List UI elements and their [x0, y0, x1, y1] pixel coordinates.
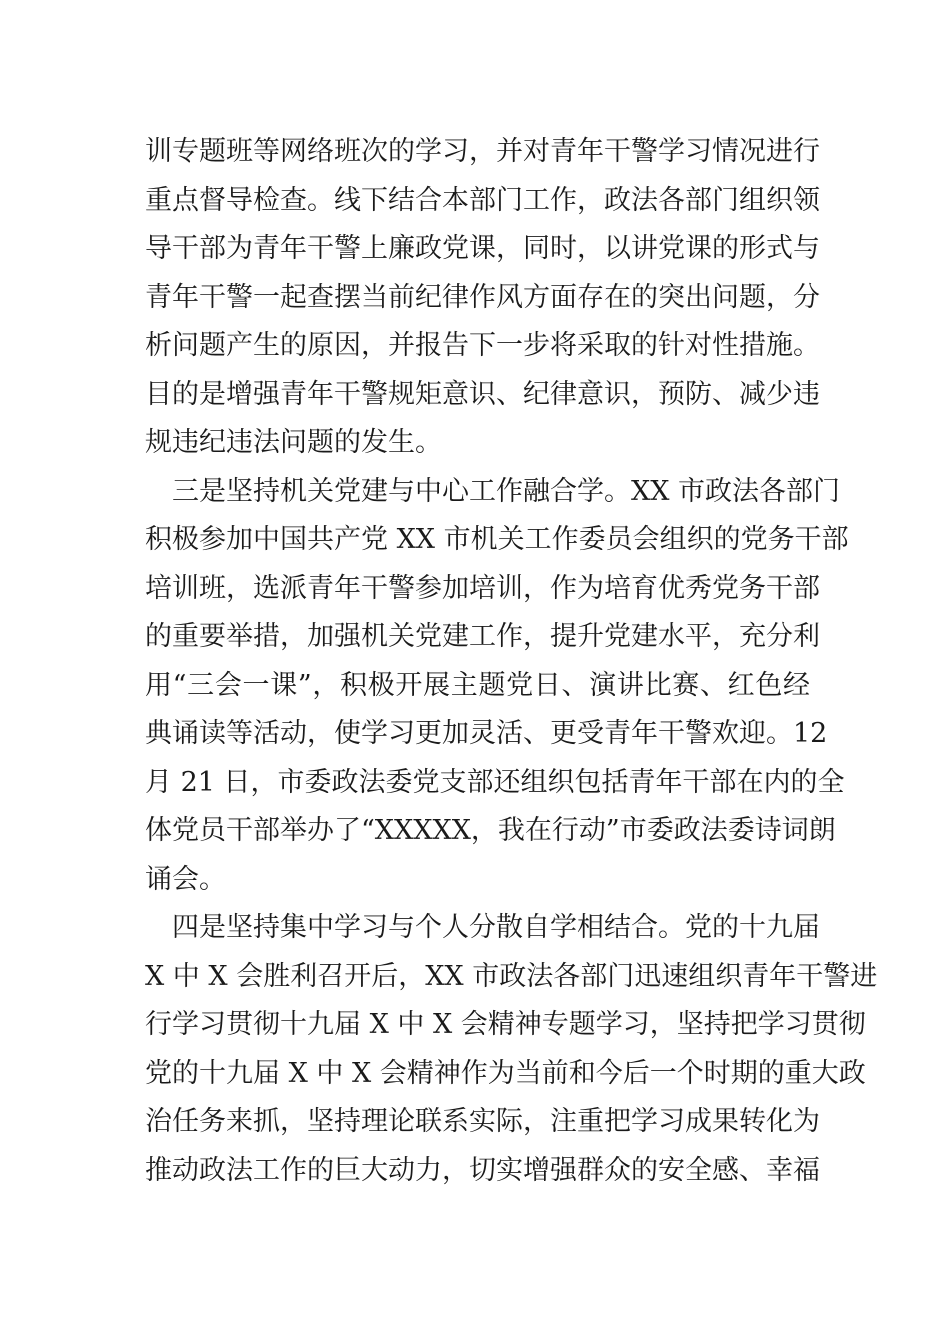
- text-line: 训专题班等网络班次的学习，并对青年干警学习情况进行: [145, 136, 820, 167]
- text-line: 行学习贯彻十九届 X 中 X 会精神专题学习，坚持把学习贯彻: [145, 1009, 866, 1040]
- text-line: 诵会。: [145, 863, 226, 895]
- text-line: 三是坚持机关党建与中心工作融合学。XX 市政法各部门: [145, 475, 841, 507]
- text-line: 的重要举措，加强机关党建工作，提升党建水平，充分利: [145, 621, 820, 652]
- text-line: 青年干警一起查摆当前纪律作风方面存在的突出问题，分: [145, 281, 820, 313]
- text-line: 析问题产生的原因，并报告下一步将采取的针对性措施。: [145, 330, 820, 361]
- text-line: 体党员干部举办了“XXXXX，我在行动”市委政法委诗词朗: [145, 815, 836, 846]
- text-line: 积极参加中国共产党 XX 市机关工作委员会组织的党务干部: [145, 524, 849, 555]
- paragraph-1: [145, 128, 820, 468]
- text-line: X 中 X 会胜利召开后，XX 市政法各部门迅速组织青年干警进: [145, 960, 878, 992]
- text-line: 治任务来抓，坚持理论联系实际，注重把学习成果转化为: [145, 1106, 820, 1137]
- text-line: 党的十九届 X 中 X 会精神作为当前和今后一个时期的重大政: [145, 1057, 866, 1089]
- paragraph-3: [145, 904, 878, 1195]
- text-line: 月 21 日，市委政法委党支部还组织包括青年干部在内的全: [145, 766, 845, 798]
- text-line: 规违纪违法问题的发生。: [145, 427, 442, 458]
- text-line: 典诵读等活动，使学习更加灵活、更受青年干警欢迎。12: [145, 718, 828, 749]
- document-body: [145, 128, 878, 1195]
- text-line: 用“三会一课”，积极开展主题党日、演讲比赛、红色经: [145, 669, 810, 701]
- text-line: 重点督导检查。线下结合本部门工作，政法各部门组织领: [145, 184, 820, 216]
- text-line: 导干部为青年干警上廉政党课，同时，以讲党课的形式与: [145, 233, 820, 264]
- text-line: 培训班，选派青年干警参加培训，作为培育优秀党务干部: [145, 572, 820, 604]
- text-line: 四是坚持集中学习与个人分散自学相结合。党的十九届: [145, 912, 820, 943]
- text-line: 目的是增强青年干警规矩意识、纪律意识，预防、减少违: [145, 378, 820, 410]
- text-line: 推动政法工作的巨大动力，切实增强群众的安全感、幸福: [145, 1154, 820, 1186]
- paragraph-2: [145, 468, 849, 905]
